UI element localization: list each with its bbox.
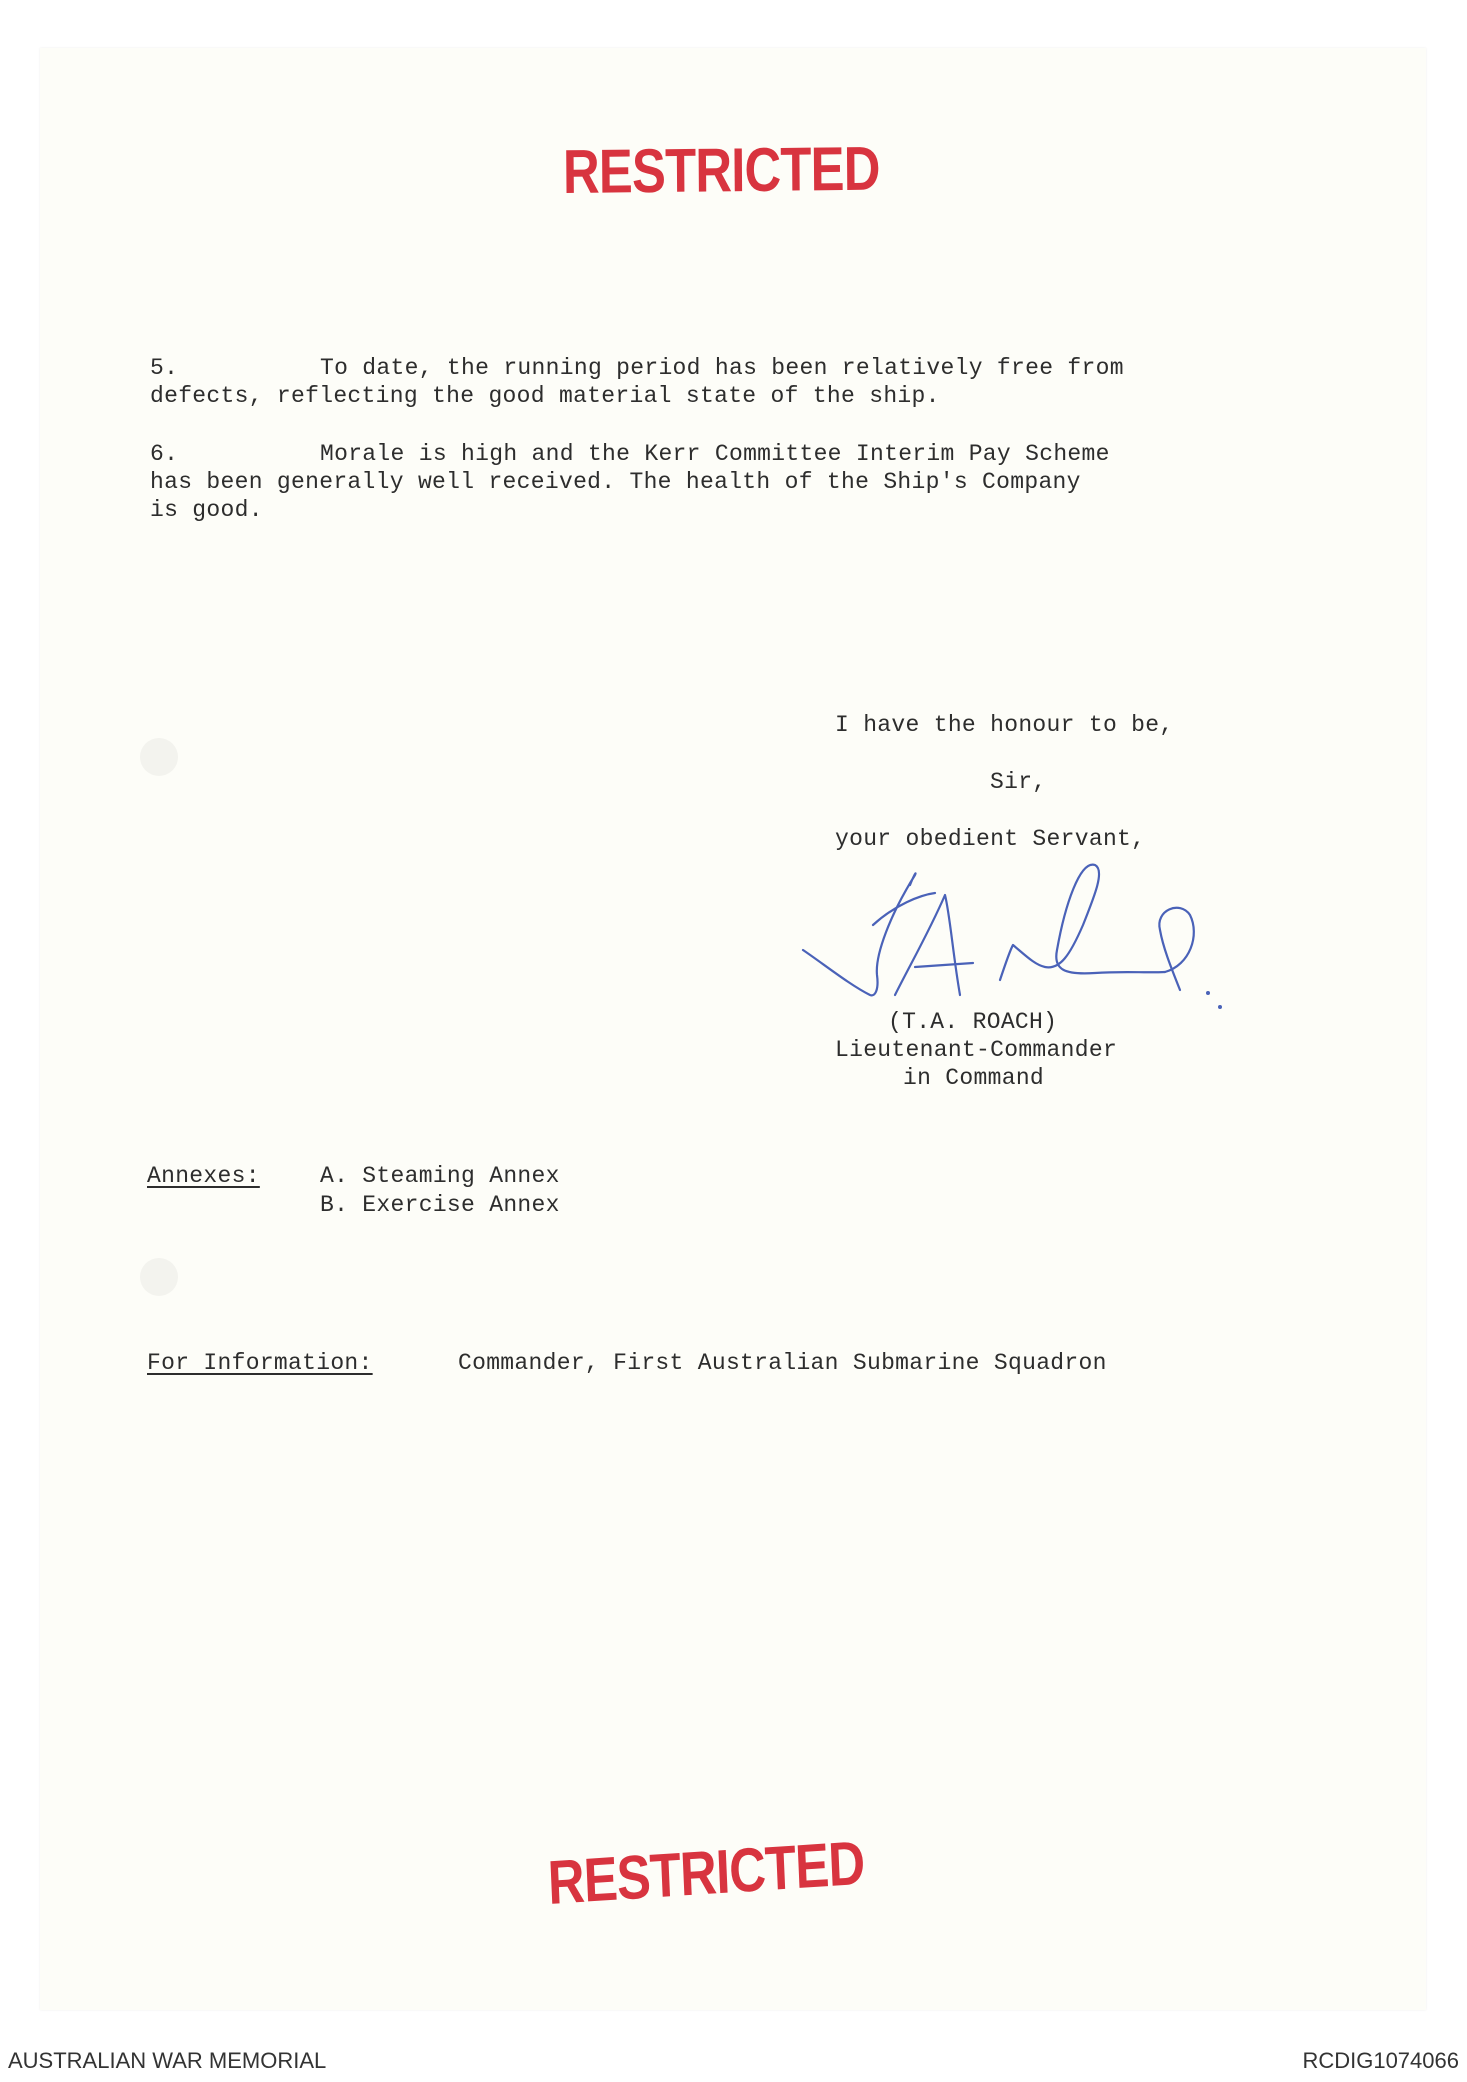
closing-line-3: your obedient Servant, bbox=[835, 826, 1146, 852]
paragraph-5-line-2: defects, reflecting the good material state of the ship. bbox=[150, 383, 940, 409]
footer-source: AUSTRALIAN WAR MEMORIAL bbox=[8, 2048, 327, 2073]
document-page bbox=[40, 48, 1426, 2010]
for-information-label: For Information: bbox=[147, 1350, 373, 1376]
punch-hole bbox=[140, 738, 178, 776]
footer-reference: RCDIG1074066 bbox=[1302, 2048, 1459, 2073]
punch-hole bbox=[140, 1258, 178, 1296]
closing-salutation: Sir, bbox=[990, 769, 1047, 795]
signature-strokes bbox=[803, 865, 1194, 996]
paragraph-6-number: 6. bbox=[150, 441, 179, 467]
paragraph-6-text: Morale is high and the Kerr Committee Interim Pay Scheme bbox=[320, 441, 1110, 467]
annex-item-a: A. Steaming Annex bbox=[320, 1163, 560, 1189]
signatory-role: in Command bbox=[903, 1065, 1045, 1091]
annexes-label: Annexes: bbox=[147, 1163, 260, 1189]
paragraph-6-line-2: has been generally well received. The health of the Ship's Company bbox=[150, 469, 1081, 495]
paragraph-6-line-1 bbox=[150, 440, 1110, 468]
annex-item-b: B. Exercise Annex bbox=[320, 1192, 560, 1218]
paragraph-6-line-3: is good. bbox=[150, 497, 263, 523]
closing-line-1: I have the honour to be, bbox=[835, 712, 1174, 738]
signatory-rank: Lieutenant-Commander bbox=[835, 1037, 1118, 1063]
paragraph-5-number: 5. bbox=[150, 355, 179, 381]
restricted-stamp-top: RESTRICTED bbox=[562, 134, 880, 207]
for-information-recipient: Commander, First Australian Submarine Squadron bbox=[458, 1350, 1107, 1376]
paragraph-5-text: To date, the running period has been relatively free from bbox=[320, 355, 1124, 381]
restricted-stamp-bottom: RESTRICTED bbox=[546, 1828, 866, 1918]
paragraph-5-line-1 bbox=[150, 354, 1124, 382]
signatory-name: (T.A. ROACH) bbox=[888, 1009, 1058, 1035]
signature bbox=[795, 855, 1235, 1015]
